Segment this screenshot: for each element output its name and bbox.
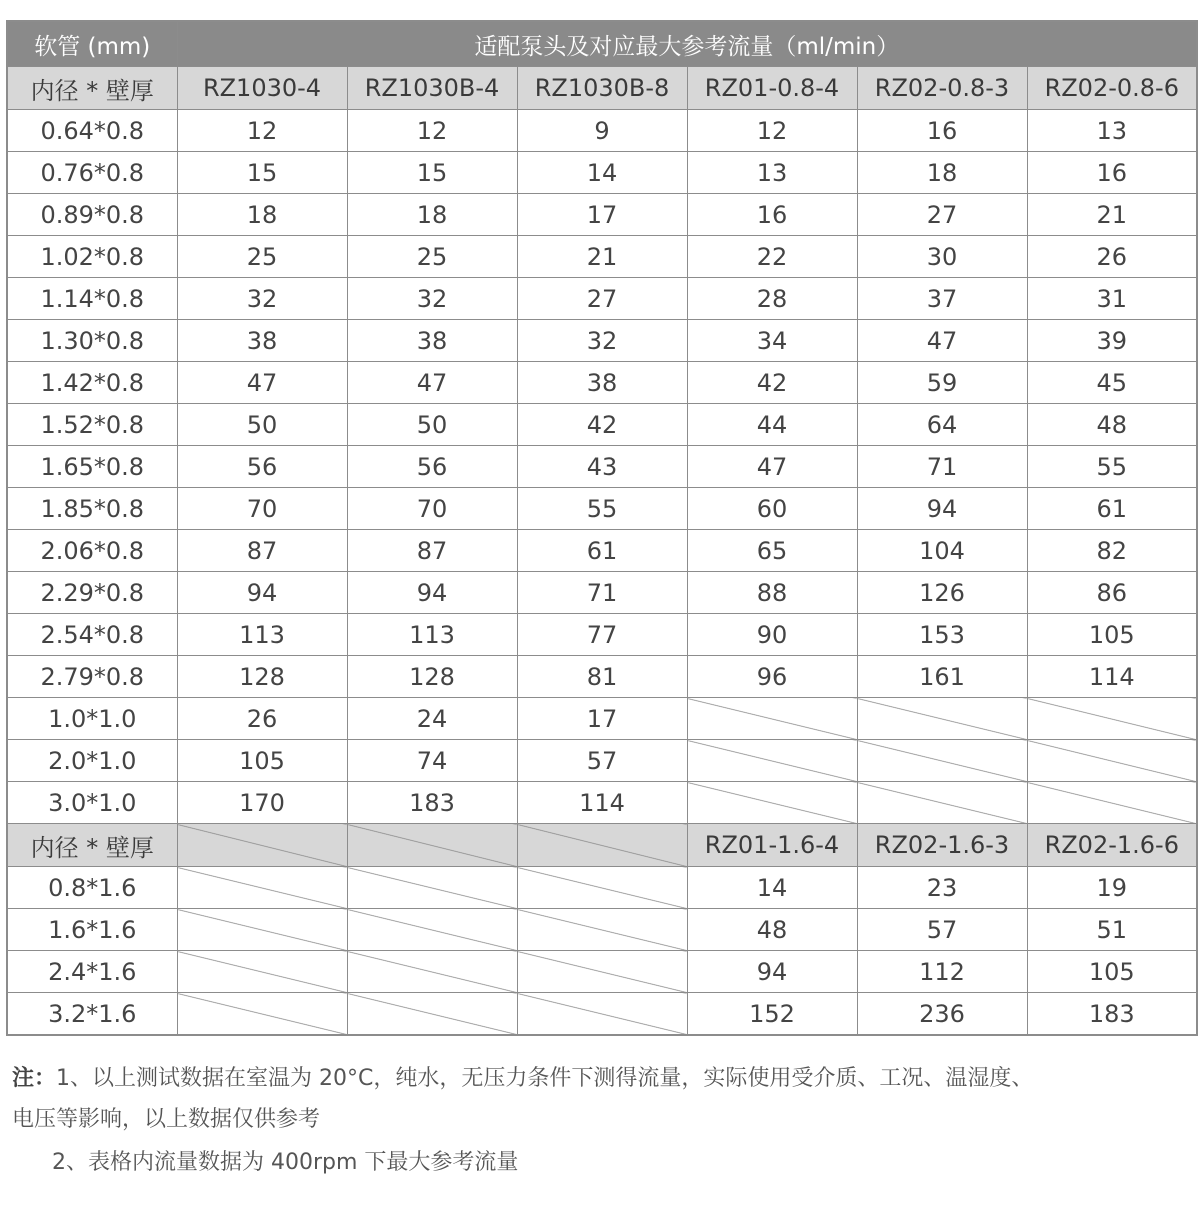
flow-value-cell: 94 bbox=[347, 572, 517, 614]
flow-value-cell: 57 bbox=[857, 909, 1027, 951]
flow-value-cell: 9 bbox=[517, 110, 687, 152]
flow-value-cell: 114 bbox=[1027, 656, 1197, 698]
flow-value-cell: 27 bbox=[857, 194, 1027, 236]
flow-value-cell: 47 bbox=[687, 446, 857, 488]
flow-value-cell: 74 bbox=[347, 740, 517, 782]
hose-size-cell: 2.0*1.0 bbox=[7, 740, 177, 782]
hose-header: 软管 (mm) bbox=[7, 21, 177, 67]
empty-cell bbox=[517, 993, 687, 1036]
flow-value-cell: 77 bbox=[517, 614, 687, 656]
flow-value-cell: 30 bbox=[857, 236, 1027, 278]
empty-cell bbox=[857, 782, 1027, 824]
empty-cell bbox=[177, 993, 347, 1036]
note-label: 注： bbox=[12, 1066, 57, 1091]
flow-value-cell: 18 bbox=[857, 152, 1027, 194]
pump-model-header: RZ01-1.6-4 bbox=[687, 824, 857, 867]
flow-value-cell: 152 bbox=[687, 993, 857, 1036]
flow-value-cell: 14 bbox=[517, 152, 687, 194]
table-row bbox=[7, 236, 1197, 278]
empty-cell bbox=[517, 867, 687, 909]
flow-value-cell: 14 bbox=[687, 867, 857, 909]
flow-value-cell: 55 bbox=[517, 488, 687, 530]
flow-value-cell: 81 bbox=[517, 656, 687, 698]
flow-value-cell: 71 bbox=[517, 572, 687, 614]
flow-value-cell: 22 bbox=[687, 236, 857, 278]
empty-cell bbox=[857, 698, 1027, 740]
flow-value-cell: 37 bbox=[857, 278, 1027, 320]
flow-value-cell: 113 bbox=[347, 614, 517, 656]
model-header-row bbox=[7, 824, 1197, 867]
flow-value-cell: 126 bbox=[857, 572, 1027, 614]
pump-model-header: RZ1030-4 bbox=[177, 67, 347, 110]
table-row bbox=[7, 530, 1197, 572]
empty-cell bbox=[1027, 782, 1197, 824]
table-row bbox=[7, 362, 1197, 404]
flow-value-cell: 27 bbox=[517, 278, 687, 320]
dimension-header: 内径 * 壁厚 bbox=[7, 67, 177, 110]
flow-value-cell: 56 bbox=[177, 446, 347, 488]
empty-cell bbox=[177, 951, 347, 993]
flow-value-cell: 64 bbox=[857, 404, 1027, 446]
dimension-header: 内径 * 壁厚 bbox=[7, 824, 177, 867]
flow-value-cell: 153 bbox=[857, 614, 1027, 656]
flow-value-cell: 61 bbox=[1027, 488, 1197, 530]
flow-value-cell: 18 bbox=[177, 194, 347, 236]
flow-value-cell: 87 bbox=[177, 530, 347, 572]
flow-title-header: 适配泵头及对应最大参考流量（ml/min） bbox=[177, 21, 1197, 67]
flow-value-cell: 71 bbox=[857, 446, 1027, 488]
table-row bbox=[7, 572, 1197, 614]
flow-value-cell: 31 bbox=[1027, 278, 1197, 320]
hose-size-cell: 1.02*0.8 bbox=[7, 236, 177, 278]
flow-value-cell: 47 bbox=[347, 362, 517, 404]
flow-value-cell: 113 bbox=[177, 614, 347, 656]
table-row bbox=[7, 152, 1197, 194]
pump-model-header: RZ02-1.6-3 bbox=[857, 824, 1027, 867]
table-row bbox=[7, 698, 1197, 740]
flow-value-cell: 51 bbox=[1027, 909, 1197, 951]
hose-size-cell: 2.4*1.6 bbox=[7, 951, 177, 993]
title-row bbox=[7, 21, 1197, 67]
pump-model-header: RZ1030B-8 bbox=[517, 67, 687, 110]
note-text-3: 2、表格内流量数据为 400rpm 下最大参考流量 bbox=[52, 1150, 519, 1175]
table-row bbox=[7, 951, 1197, 993]
flow-value-cell: 25 bbox=[177, 236, 347, 278]
empty-cell bbox=[687, 782, 857, 824]
table-row bbox=[7, 446, 1197, 488]
empty-cell bbox=[177, 824, 347, 867]
flow-value-cell: 26 bbox=[177, 698, 347, 740]
flow-value-cell: 32 bbox=[177, 278, 347, 320]
table-row bbox=[7, 993, 1197, 1036]
flow-value-cell: 38 bbox=[347, 320, 517, 362]
flow-value-cell: 90 bbox=[687, 614, 857, 656]
flow-value-cell: 23 bbox=[857, 867, 1027, 909]
flow-value-cell: 48 bbox=[1027, 404, 1197, 446]
table-row bbox=[7, 740, 1197, 782]
flow-value-cell: 236 bbox=[857, 993, 1027, 1036]
empty-cell bbox=[177, 909, 347, 951]
flow-value-cell: 88 bbox=[687, 572, 857, 614]
flow-value-cell: 161 bbox=[857, 656, 1027, 698]
note-line-3 bbox=[52, 1148, 518, 1178]
flow-value-cell: 60 bbox=[687, 488, 857, 530]
hose-size-cell: 0.64*0.8 bbox=[7, 110, 177, 152]
note-text-1: 1、以上测试数据在室温为 20°C，纯水，无压力条件下测得流量，实际使用受介质、工况、温湿度、 bbox=[56, 1066, 1034, 1091]
flow-value-cell: 94 bbox=[857, 488, 1027, 530]
table-row bbox=[7, 909, 1197, 951]
flow-value-cell: 19 bbox=[1027, 867, 1197, 909]
flow-value-cell: 34 bbox=[687, 320, 857, 362]
hose-size-cell: 1.14*0.8 bbox=[7, 278, 177, 320]
flow-value-cell: 94 bbox=[687, 951, 857, 993]
flow-value-cell: 105 bbox=[177, 740, 347, 782]
hose-size-cell: 1.85*0.8 bbox=[7, 488, 177, 530]
empty-cell bbox=[1027, 698, 1197, 740]
flow-value-cell: 183 bbox=[347, 782, 517, 824]
flow-value-cell: 18 bbox=[347, 194, 517, 236]
hose-size-cell: 2.54*0.8 bbox=[7, 614, 177, 656]
empty-cell bbox=[347, 824, 517, 867]
flow-value-cell: 12 bbox=[177, 110, 347, 152]
flow-value-cell: 17 bbox=[517, 698, 687, 740]
flow-rate-table bbox=[6, 20, 1198, 1036]
table-row bbox=[7, 614, 1197, 656]
flow-value-cell: 32 bbox=[517, 320, 687, 362]
flow-value-cell: 15 bbox=[177, 152, 347, 194]
flow-value-cell: 55 bbox=[1027, 446, 1197, 488]
flow-value-cell: 42 bbox=[687, 362, 857, 404]
empty-cell bbox=[347, 867, 517, 909]
flow-value-cell: 82 bbox=[1027, 530, 1197, 572]
flow-value-cell: 16 bbox=[1027, 152, 1197, 194]
hose-size-cell: 1.0*1.0 bbox=[7, 698, 177, 740]
table-row bbox=[7, 782, 1197, 824]
flow-value-cell: 65 bbox=[687, 530, 857, 572]
flow-value-cell: 170 bbox=[177, 782, 347, 824]
flow-value-cell: 13 bbox=[1027, 110, 1197, 152]
flow-value-cell: 45 bbox=[1027, 362, 1197, 404]
flow-value-cell: 13 bbox=[687, 152, 857, 194]
flow-value-cell: 48 bbox=[687, 909, 857, 951]
empty-cell bbox=[687, 740, 857, 782]
hose-size-cell: 1.52*0.8 bbox=[7, 404, 177, 446]
flow-value-cell: 112 bbox=[857, 951, 1027, 993]
flow-value-cell: 47 bbox=[857, 320, 1027, 362]
table-row bbox=[7, 110, 1197, 152]
flow-value-cell: 183 bbox=[1027, 993, 1197, 1036]
empty-cell bbox=[687, 698, 857, 740]
hose-size-cell: 0.89*0.8 bbox=[7, 194, 177, 236]
flow-value-cell: 105 bbox=[1027, 951, 1197, 993]
flow-value-cell: 24 bbox=[347, 698, 517, 740]
empty-cell bbox=[347, 951, 517, 993]
empty-cell bbox=[177, 867, 347, 909]
flow-value-cell: 17 bbox=[517, 194, 687, 236]
flow-value-cell: 16 bbox=[687, 194, 857, 236]
table-row bbox=[7, 278, 1197, 320]
flow-value-cell: 16 bbox=[857, 110, 1027, 152]
flow-value-cell: 47 bbox=[177, 362, 347, 404]
flow-value-cell: 57 bbox=[517, 740, 687, 782]
hose-size-cell: 0.8*1.6 bbox=[7, 867, 177, 909]
table-row bbox=[7, 194, 1197, 236]
flow-value-cell: 44 bbox=[687, 404, 857, 446]
flow-value-cell: 59 bbox=[857, 362, 1027, 404]
flow-value-cell: 39 bbox=[1027, 320, 1197, 362]
flow-value-cell: 21 bbox=[1027, 194, 1197, 236]
hose-size-cell: 1.42*0.8 bbox=[7, 362, 177, 404]
flow-value-cell: 42 bbox=[517, 404, 687, 446]
flow-value-cell: 114 bbox=[517, 782, 687, 824]
flow-value-cell: 15 bbox=[347, 152, 517, 194]
hose-size-cell: 1.30*0.8 bbox=[7, 320, 177, 362]
flow-value-cell: 61 bbox=[517, 530, 687, 572]
flow-value-cell: 12 bbox=[347, 110, 517, 152]
pump-model-header: RZ1030B-4 bbox=[347, 67, 517, 110]
hose-size-cell: 3.0*1.0 bbox=[7, 782, 177, 824]
flow-value-cell: 70 bbox=[347, 488, 517, 530]
hose-size-cell: 1.6*1.6 bbox=[7, 909, 177, 951]
empty-cell bbox=[347, 909, 517, 951]
note-text-2: 电压等影响，以上数据仅供参考 bbox=[12, 1107, 321, 1132]
flow-value-cell: 38 bbox=[517, 362, 687, 404]
flow-value-cell: 32 bbox=[347, 278, 517, 320]
flow-value-cell: 105 bbox=[1027, 614, 1197, 656]
empty-cell bbox=[517, 909, 687, 951]
flow-value-cell: 12 bbox=[687, 110, 857, 152]
table-row bbox=[7, 867, 1197, 909]
empty-cell bbox=[1027, 740, 1197, 782]
pump-model-header: RZ02-0.8-6 bbox=[1027, 67, 1197, 110]
flow-value-cell: 96 bbox=[687, 656, 857, 698]
note-line-2 bbox=[12, 1105, 320, 1135]
flow-value-cell: 86 bbox=[1027, 572, 1197, 614]
flow-value-cell: 26 bbox=[1027, 236, 1197, 278]
pump-model-header: RZ02-0.8-3 bbox=[857, 67, 1027, 110]
flow-value-cell: 128 bbox=[177, 656, 347, 698]
note-line-1 bbox=[12, 1064, 1033, 1094]
empty-cell bbox=[517, 951, 687, 993]
flow-value-cell: 94 bbox=[177, 572, 347, 614]
flow-value-cell: 104 bbox=[857, 530, 1027, 572]
empty-cell bbox=[857, 740, 1027, 782]
table-row bbox=[7, 656, 1197, 698]
flow-value-cell: 38 bbox=[177, 320, 347, 362]
flow-value-cell: 56 bbox=[347, 446, 517, 488]
hose-size-cell: 0.76*0.8 bbox=[7, 152, 177, 194]
flow-value-cell: 50 bbox=[347, 404, 517, 446]
hose-size-cell: 2.29*0.8 bbox=[7, 572, 177, 614]
hose-size-cell: 2.79*0.8 bbox=[7, 656, 177, 698]
table-row bbox=[7, 320, 1197, 362]
flow-value-cell: 70 bbox=[177, 488, 347, 530]
empty-cell bbox=[517, 824, 687, 867]
pump-model-header: RZ02-1.6-6 bbox=[1027, 824, 1197, 867]
flow-value-cell: 25 bbox=[347, 236, 517, 278]
flow-value-cell: 43 bbox=[517, 446, 687, 488]
table-row bbox=[7, 404, 1197, 446]
hose-size-cell: 2.06*0.8 bbox=[7, 530, 177, 572]
flow-value-cell: 87 bbox=[347, 530, 517, 572]
hose-size-cell: 1.65*0.8 bbox=[7, 446, 177, 488]
table-row bbox=[7, 488, 1197, 530]
flow-value-cell: 128 bbox=[347, 656, 517, 698]
flow-value-cell: 28 bbox=[687, 278, 857, 320]
model-header-row bbox=[7, 67, 1197, 110]
hose-size-cell: 3.2*1.6 bbox=[7, 993, 177, 1036]
flow-value-cell: 50 bbox=[177, 404, 347, 446]
flow-value-cell: 21 bbox=[517, 236, 687, 278]
pump-model-header: RZ01-0.8-4 bbox=[687, 67, 857, 110]
empty-cell bbox=[347, 993, 517, 1036]
